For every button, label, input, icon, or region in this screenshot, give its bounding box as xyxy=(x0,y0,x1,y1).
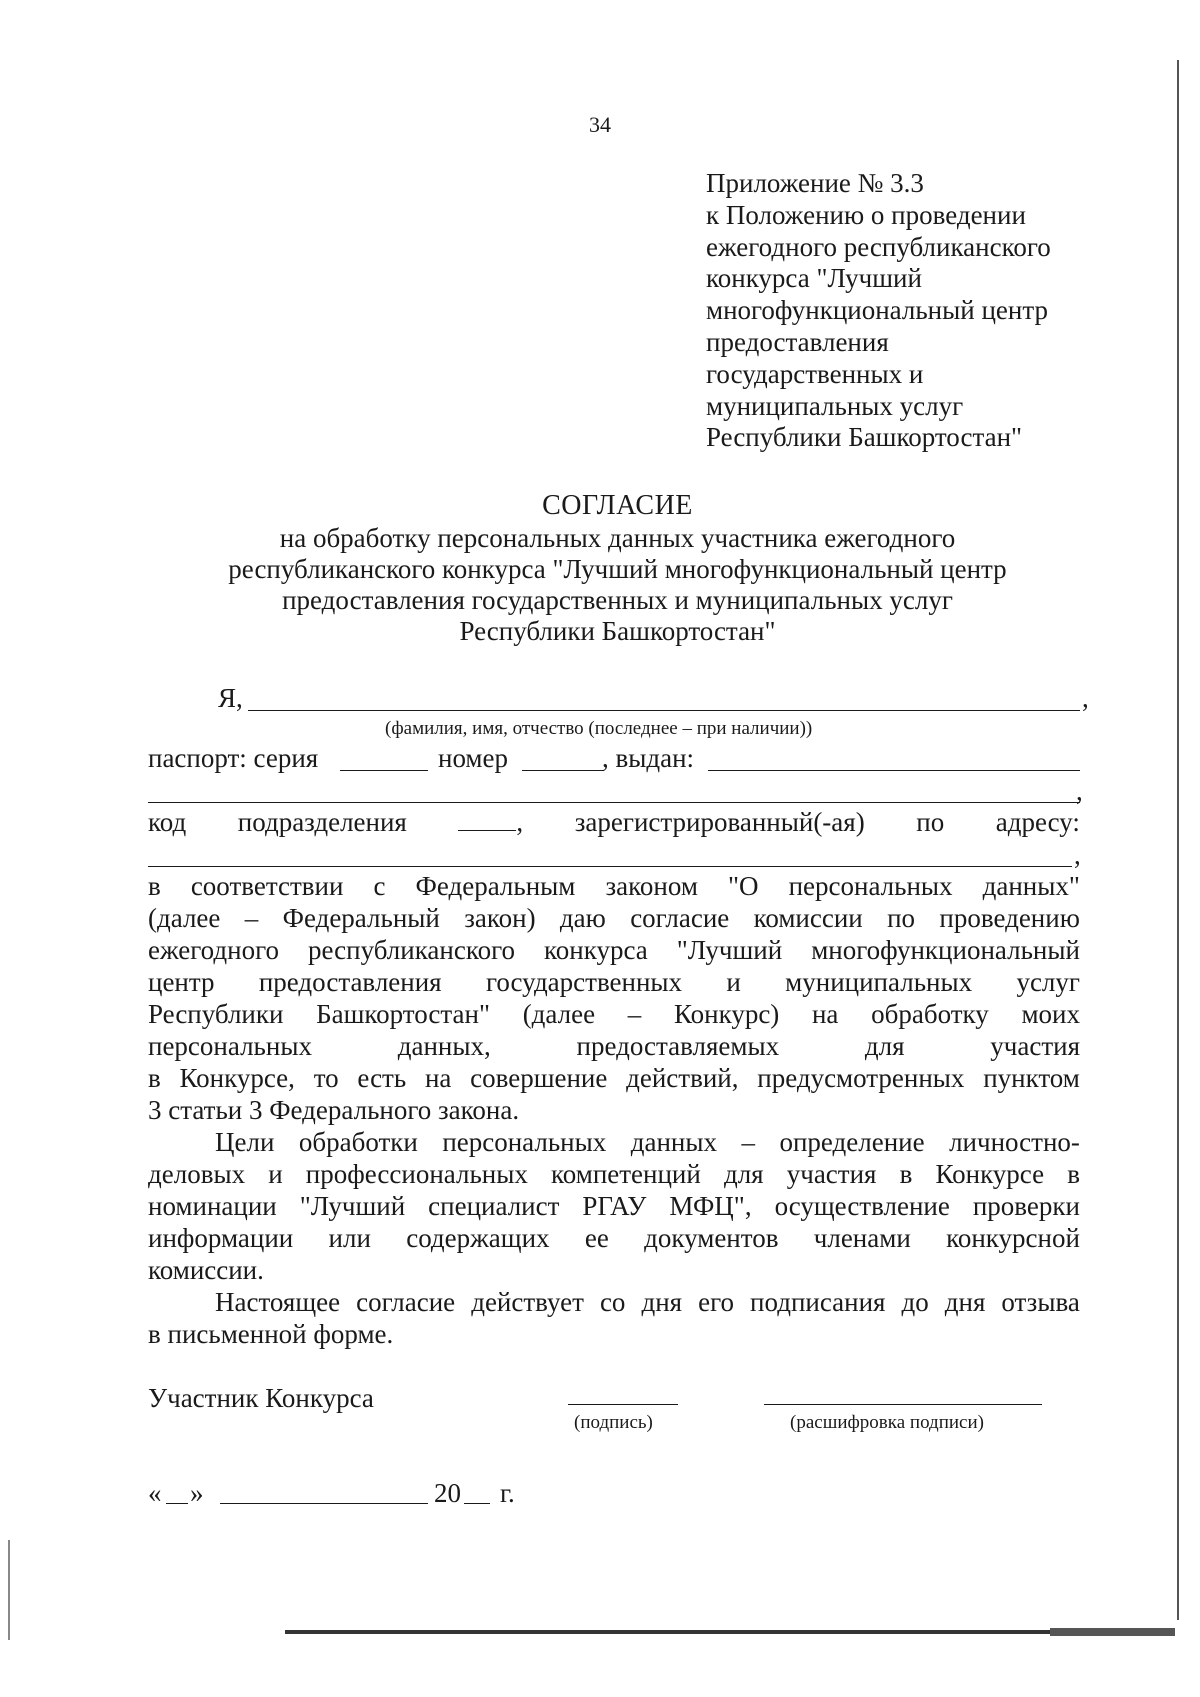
word: соответствии xyxy=(190,871,344,901)
text-line xyxy=(148,1062,1080,1094)
title-line: на обработку персональных данных участника ежегодного xyxy=(279,523,956,553)
word: данных, xyxy=(397,1031,491,1061)
appendix-line: Приложение № 3.3 xyxy=(706,168,924,198)
word: ее xyxy=(584,1223,609,1253)
word: и xyxy=(726,967,741,997)
word: информации xyxy=(148,1223,294,1253)
word: с xyxy=(373,871,386,901)
fio-hint: (фамилия, имя, отчество (последнее – при наличии)) xyxy=(385,718,813,739)
text-line xyxy=(148,1158,1080,1190)
word: и xyxy=(268,1159,283,1189)
word: содержащих xyxy=(406,1223,550,1253)
word: Конкурс) xyxy=(673,999,780,1029)
year-suffix: г. xyxy=(500,1478,515,1508)
word: обработки xyxy=(298,1127,418,1157)
code-word: зарегистрированный(-ая) xyxy=(574,807,865,837)
word: подписания xyxy=(750,1287,886,1317)
issued-by-field[interactable] xyxy=(708,770,1080,771)
word: дня xyxy=(641,1287,683,1317)
appendix-line: к Положению о проведении xyxy=(706,199,1026,230)
appendix-line: ежегодного республиканского xyxy=(706,231,1051,262)
address-field[interactable] xyxy=(148,866,1072,867)
word: по xyxy=(887,903,916,933)
text-line xyxy=(148,934,1080,966)
word: – xyxy=(741,1127,755,1157)
signature-hint: (подпись) xyxy=(574,1412,653,1433)
word: Республики xyxy=(148,999,284,1029)
word: совершение xyxy=(470,1063,608,1093)
word: центр xyxy=(148,967,215,997)
word: конкурса xyxy=(544,935,648,965)
word: проверки xyxy=(972,1191,1080,1221)
word: (далее xyxy=(148,903,221,933)
word: республиканского xyxy=(308,935,515,965)
text-line xyxy=(148,966,1080,998)
code-word: адресу: xyxy=(995,807,1080,837)
word: персональных xyxy=(788,871,953,901)
appendix-line: конкурса "Лучший xyxy=(706,263,922,294)
comma: , xyxy=(1074,840,1081,870)
code-word: подразделения xyxy=(237,807,407,837)
word: или xyxy=(328,1223,371,1253)
word: персональных xyxy=(148,1031,312,1061)
word: отзыва xyxy=(1001,1287,1080,1317)
word: согласие xyxy=(356,1287,456,1317)
word: его xyxy=(698,1287,734,1317)
text-line: комиссии. xyxy=(148,1255,264,1285)
word: "Лучший xyxy=(299,1191,406,1221)
word: – xyxy=(627,999,642,1029)
word: Конкурсе, xyxy=(179,1063,295,1093)
word: пунктом xyxy=(983,1063,1080,1093)
word: в xyxy=(899,1159,913,1189)
word: в xyxy=(1067,1159,1080,1189)
word: законом xyxy=(605,871,698,901)
word: до xyxy=(901,1287,929,1317)
title-line: предоставления государственных и муниципальных услуг xyxy=(282,585,953,615)
appendix-line: многофункциональный центр xyxy=(706,295,1048,326)
appendix-line: Республики Башкортостан" xyxy=(706,422,1023,453)
word: для xyxy=(864,1031,905,1061)
paragraph-validity xyxy=(148,1286,1080,1350)
passport-label: паспорт: серия xyxy=(148,743,319,773)
date-day-field[interactable] xyxy=(166,1503,188,1504)
word: участия xyxy=(990,1031,1080,1061)
year-prefix: 20 xyxy=(434,1478,461,1508)
word: со xyxy=(599,1287,626,1317)
fio-field-line[interactable] xyxy=(248,710,1080,711)
paragraph-purpose xyxy=(148,1126,1080,1286)
word: осуществление xyxy=(774,1191,950,1221)
title-heading: СОГЛАСИЕ xyxy=(542,490,693,521)
scan-edge-bottom-dark xyxy=(1050,1628,1175,1636)
code-word: по xyxy=(916,807,945,837)
word: номинации xyxy=(148,1191,277,1221)
word: данных" xyxy=(982,871,1080,901)
word: специалист xyxy=(428,1191,560,1221)
word: в xyxy=(148,871,161,901)
word: членами xyxy=(813,1223,911,1253)
word: Федеральным xyxy=(415,871,576,901)
paragraph-consent xyxy=(148,870,1080,1126)
word: "Лучший xyxy=(676,935,783,965)
word: Настоящее xyxy=(215,1287,341,1317)
word: – xyxy=(244,903,259,933)
text-line xyxy=(148,1222,1080,1254)
passport-number-field[interactable] xyxy=(522,770,604,771)
date-open-quote: « xyxy=(148,1478,162,1508)
issued-label: , выдан: xyxy=(602,743,695,773)
word: в xyxy=(148,1063,161,1093)
word: на xyxy=(811,999,839,1029)
i-label: Я, xyxy=(218,683,243,713)
text-line xyxy=(148,998,1080,1030)
word: компетенций xyxy=(551,1159,701,1189)
word: "О xyxy=(727,871,759,901)
word: государственных xyxy=(485,967,683,997)
document-title xyxy=(0,490,1200,647)
appendix-line: муниципальных услуг xyxy=(706,390,964,421)
comma: , xyxy=(516,807,524,837)
word: услуг xyxy=(1016,967,1080,997)
title-line: республиканского конкурса "Лучший многофункциональный центр xyxy=(228,554,1007,584)
code-field-wrap xyxy=(458,806,523,838)
word: (далее xyxy=(522,999,596,1029)
word: данных xyxy=(630,1127,718,1157)
word: участия xyxy=(786,1159,877,1189)
text-line: в письменной форме. xyxy=(148,1319,394,1349)
word: Башкортостан" xyxy=(316,999,490,1029)
issued-by-field-continued[interactable] xyxy=(148,802,1080,803)
word: на xyxy=(424,1063,452,1093)
word: конкурсной xyxy=(946,1223,1080,1253)
word: моих xyxy=(1021,999,1080,1029)
word: деловых xyxy=(148,1159,246,1189)
word: определение xyxy=(779,1127,925,1157)
word: Федеральный xyxy=(282,903,440,933)
signature-decoding-field[interactable] xyxy=(764,1404,1042,1405)
word: Цели xyxy=(215,1127,275,1157)
text-line xyxy=(148,1190,1080,1222)
date-close-quote: » xyxy=(190,1478,204,1508)
word: есть xyxy=(357,1063,407,1093)
word: закон) xyxy=(464,903,536,933)
appendix-line: государственных и xyxy=(706,358,924,389)
word: проведению xyxy=(939,903,1080,933)
word: действий, xyxy=(626,1063,739,1093)
text-line: 3 статьи 3 Федерального закона. xyxy=(148,1095,520,1125)
text-line xyxy=(148,1126,1080,1158)
word: обработку xyxy=(871,999,989,1029)
word: согласие xyxy=(630,903,730,933)
scan-edge-left xyxy=(8,1540,10,1640)
word: предоставления xyxy=(258,967,442,997)
word: дня xyxy=(944,1287,986,1317)
word: персональных xyxy=(442,1127,607,1157)
word: для xyxy=(723,1159,764,1189)
comma: , xyxy=(1076,776,1083,806)
word: то xyxy=(313,1063,339,1093)
word: комиссии xyxy=(753,903,863,933)
title-line: Республики Башкортостан" xyxy=(459,616,776,646)
comma: , xyxy=(1082,683,1089,713)
word: документов xyxy=(644,1223,779,1253)
word: МФЦ", xyxy=(669,1191,752,1221)
passport-series-field[interactable] xyxy=(340,770,428,771)
word: предусмотренных xyxy=(757,1063,965,1093)
word: даю xyxy=(559,903,606,933)
code-word: код xyxy=(148,807,187,837)
word: личностно- xyxy=(949,1127,1080,1157)
appendix-line: предоставления xyxy=(706,326,889,357)
appendix-block xyxy=(706,168,1146,454)
text-line xyxy=(148,870,1080,902)
decoding-hint: (расшифровка подписи) xyxy=(790,1412,984,1433)
text-line xyxy=(148,1030,1080,1062)
participant-label: Участник Конкурса xyxy=(148,1383,374,1413)
text-line xyxy=(148,1286,1080,1318)
word: РГАУ xyxy=(582,1191,647,1221)
word: муниципальных xyxy=(785,967,973,997)
signature-field[interactable] xyxy=(568,1404,678,1405)
page-number: 34 xyxy=(589,112,611,137)
text-line xyxy=(148,902,1080,934)
word: действует xyxy=(471,1287,584,1317)
number-label: номер xyxy=(438,743,509,773)
date-month-field[interactable] xyxy=(220,1503,428,1504)
date-year-field[interactable] xyxy=(464,1503,490,1504)
word: предоставляемых xyxy=(576,1031,780,1061)
word: Конкурсе xyxy=(935,1159,1045,1189)
word: профессиональных xyxy=(305,1159,528,1189)
scan-edge-bottom xyxy=(285,1630,1175,1634)
code-field[interactable] xyxy=(458,808,516,831)
scan-edge-right xyxy=(1177,60,1179,1620)
code-address-row xyxy=(148,806,1080,838)
word: ежегодного xyxy=(148,935,279,965)
word: многофункциональный xyxy=(811,935,1080,965)
